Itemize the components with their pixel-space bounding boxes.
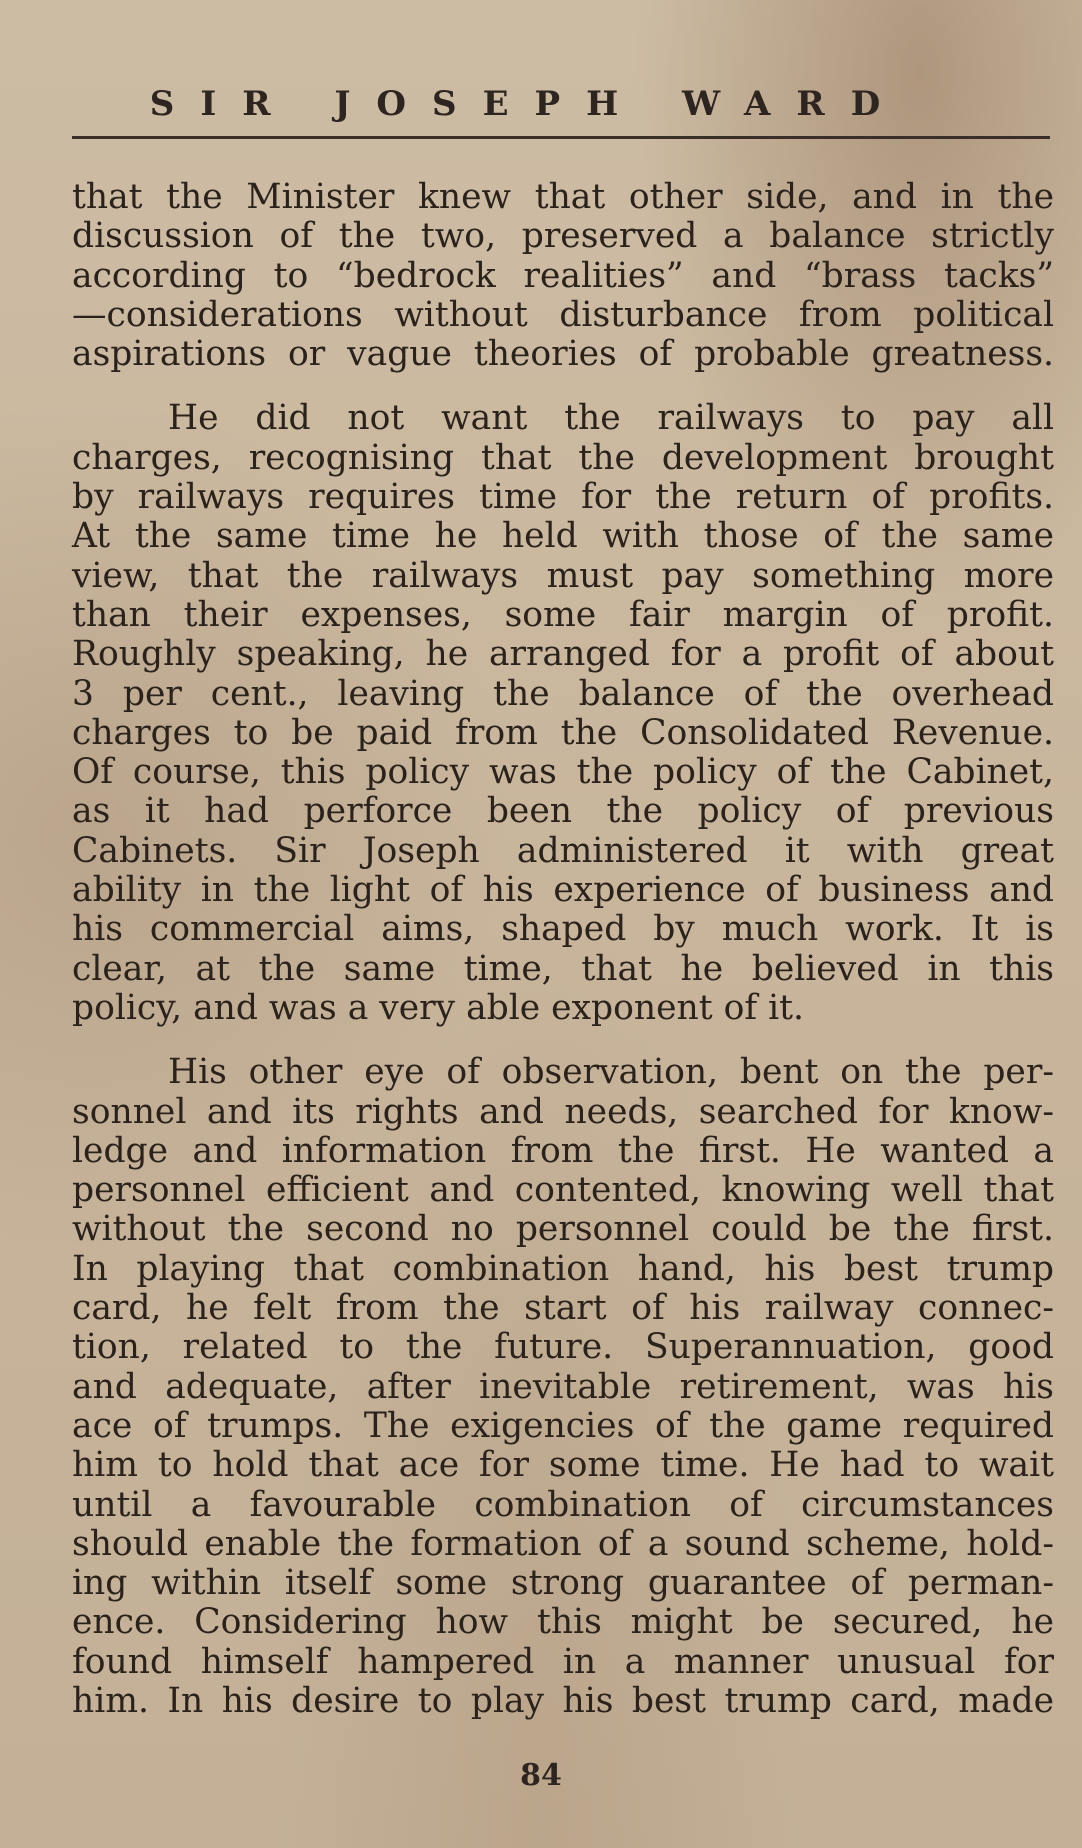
text-line: He did not want the railways to pay all	[168, 398, 1054, 439]
text-line: him to hold that ace for some time. He had to wait	[72, 1445, 1054, 1486]
header-rule	[72, 136, 1050, 139]
text-line: without the second no personnel could be the first.	[72, 1209, 1054, 1250]
running-head: SIR JOSEPH WARD	[149, 84, 907, 124]
text-line: him. In his desire to play his best trump card, made	[72, 1680, 1054, 1721]
text-line: ability in the light of his experience of business and	[72, 870, 1054, 911]
body-text	[72, 178, 1054, 1721]
text-line: according to “bedrock realities” and “brass tacks”	[72, 255, 1054, 296]
paragraph-2	[72, 399, 1054, 1028]
text-line: Roughly speaking, he arranged for a profit of about	[72, 634, 1054, 675]
text-line: that the Minister knew that other side, and in the	[72, 177, 1054, 217]
text-line: view, that the railways must pay something more	[72, 555, 1054, 596]
text-line: charges to be paid from the Consolidated Revenue.	[72, 712, 1054, 753]
text-line: At the same time he held with those of the same	[72, 516, 1054, 557]
text-line: tion, related to the future. Superannuation, good	[72, 1327, 1054, 1368]
text-line: In playing that combination hand, his best trump	[72, 1248, 1054, 1289]
text-line: Cabinets. Sir Joseph administered it with great	[72, 830, 1054, 871]
text-line: aspirations or vague theories of probable greatness.	[72, 334, 1054, 375]
text-line: personnel efficient and contented, knowing well that	[72, 1170, 1054, 1211]
text-line: ing within itself some strong guarantee of perman-	[72, 1563, 1054, 1604]
text-line: discussion of the two, preserved a balance strictly	[72, 216, 1054, 257]
text-line: found himself hampered in a manner unusual for	[72, 1641, 1054, 1682]
text-line: until a favourable combination of circumstances	[72, 1484, 1054, 1525]
text-line: charges, recognising that the development brought	[72, 437, 1054, 478]
text-line: card, he felt from the start of his railway connec-	[72, 1288, 1054, 1329]
text-line: his commercial aims, shaped by much work. It is	[72, 909, 1054, 950]
text-line: clear, at the same time, that he believed in this	[72, 948, 1054, 989]
text-line: and adequate, after inevitable retirement, was his	[72, 1366, 1054, 1407]
text-line: Of course, this policy was the policy of the Cabinet,	[72, 752, 1054, 793]
text-line: 3 per cent., leaving the balance of the overhead	[72, 673, 1054, 714]
text-line: ence. Considering how this might be secured, he	[72, 1602, 1054, 1643]
text-line: as it had perforce been the policy of previous	[72, 791, 1054, 832]
page-number: 84	[520, 1758, 562, 1793]
text-line: than their expenses, some fair margin of profit.	[72, 594, 1054, 635]
text-line: His other eye of observation, bent on the per-	[168, 1052, 1054, 1093]
paragraph-3	[72, 1053, 1054, 1721]
text-line: ace of trumps. The exigencies of the game required	[72, 1405, 1054, 1446]
paragraph-1	[72, 178, 1054, 374]
text-line: sonnel and its rights and needs, searched for know-	[72, 1091, 1054, 1132]
text-line: policy, and was a very able exponent of it.	[72, 987, 804, 1028]
text-line: should enable the formation of a sound scheme, hold-	[72, 1523, 1054, 1564]
text-line: by railways requires time for the return of profits.	[72, 477, 1054, 518]
text-line: ledge and information from the first. He wanted a	[72, 1130, 1054, 1171]
text-line: —considerations without disturbance from political	[72, 294, 1054, 335]
